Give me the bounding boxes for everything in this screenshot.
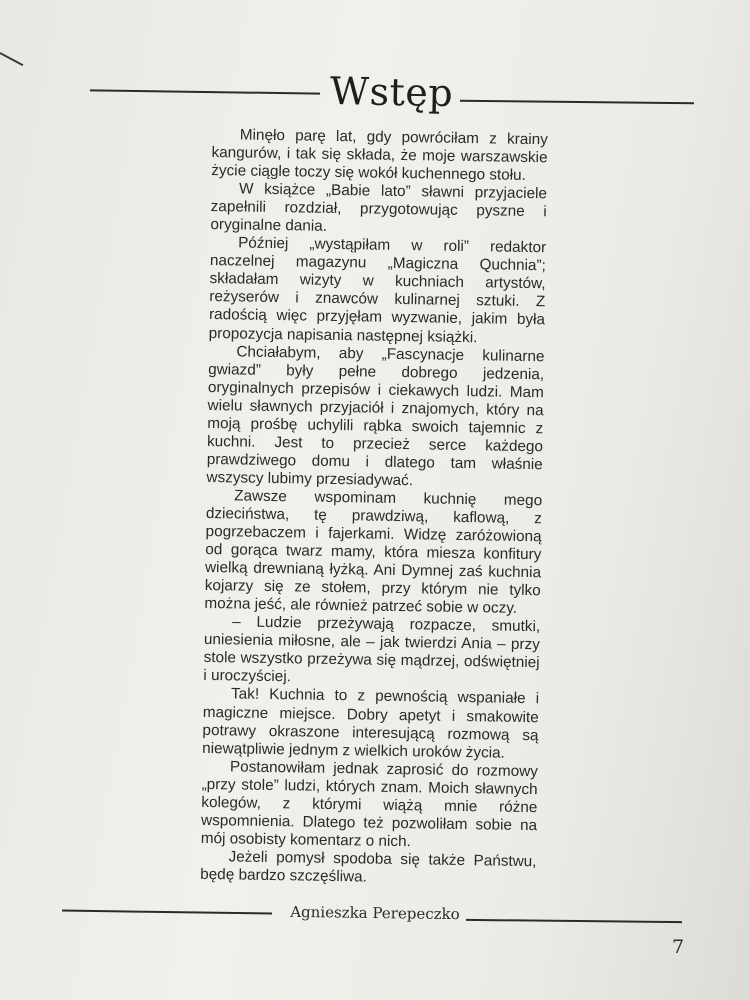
paragraph-3: Później „wystąpiłam w roli” redaktor naczelnej magazynu „Magiczna Quchnia”; składałam wizyty w kuchniach artystów, reżyserów i znawców kulinarnej sztuki. Z radością więc przyjęłam wyzwanie, jakim była propozycja napisania następnej książki.	[208, 234, 547, 346]
paragraph-5: Zawsze wspominam kuchnię mego dzieciństwa, tę prawdziwą, kaflową, z pogrzebaczem i fajerkami. Widzę zaróżowioną od gorąca twarz mamy, która miesza konfitury wielką drewnianą łyżką. Ani Dymnej zaś kuchnia kojarzy się ze stołem, przy którym nie tylko można jeść, ale również patrzeć sobie w oczy.	[204, 487, 543, 618]
paragraph-8: Postanowiłam jednak zaprosić do rozmowy „przy stole” ludzi, których znam. Moich sławnych kolegów, z którymi wiążą mnie różne wspomnienia. Dlatego też pozwoliłam sobie na mój osobisty komentarz o nich.	[200, 758, 539, 851]
paragraph-9: Jeżeli pomysł spodoba się także Państwu, będę bardzo szczęśliwa.	[200, 848, 537, 886]
paragraph-7: Tak! Kuchnia to z pewnością wspaniałe i magiczne miejsce. Dobry apetyt i smakowite potrawy okraszone interesującą rozmową są niewątpliwie jednym z wielkich uroków życia.	[202, 685, 540, 762]
title-rule-left	[90, 89, 320, 94]
paragraph-4: Chciałabym, aby „Fascynacje kulinarne gwiazd” były pełne dobrego jedzenia, oryginalnych przepisów i ciekawych ludzi. Mam wielu sławnych przyjaciół i znajomych, który na moją prośbę uchylili rąbka swoich tajemnic z kuchni. Jest to przecież serce każdego prawdziwego domu i dlatego tam właśnie wszyscy lubimy przesiadywać.	[206, 342, 545, 490]
paragraph-6: – Ludzie przeżywają rozpacze, smutki, uniesienia miłosne, ale – jak twierdzi Ania – przy stole wszystko przeżywa się mądrzej, odświętniej i uroczyściej.	[203, 613, 541, 686]
edge-mark	[0, 52, 23, 66]
author-rule-left	[62, 910, 272, 915]
article-body	[200, 126, 548, 889]
paragraph-2: W książce „Babie lato” sławni przyjaciele zapełnili rozdział, przygotowując pyszne i oryginalne dania.	[210, 180, 548, 236]
page-number: 7	[672, 936, 685, 958]
paragraph-1: Minęło parę lat, gdy powróciłam z krainy kangurów, i tak się składa, że moje warszawskie życie ciągle toczy się wokół kuchennego stołu.	[211, 126, 548, 185]
title-rule-right	[460, 100, 694, 104]
author-rule-right	[466, 919, 682, 923]
page-title: Wstęp	[329, 68, 454, 116]
author-signature: Agnieszka Perepeczko	[290, 902, 460, 924]
